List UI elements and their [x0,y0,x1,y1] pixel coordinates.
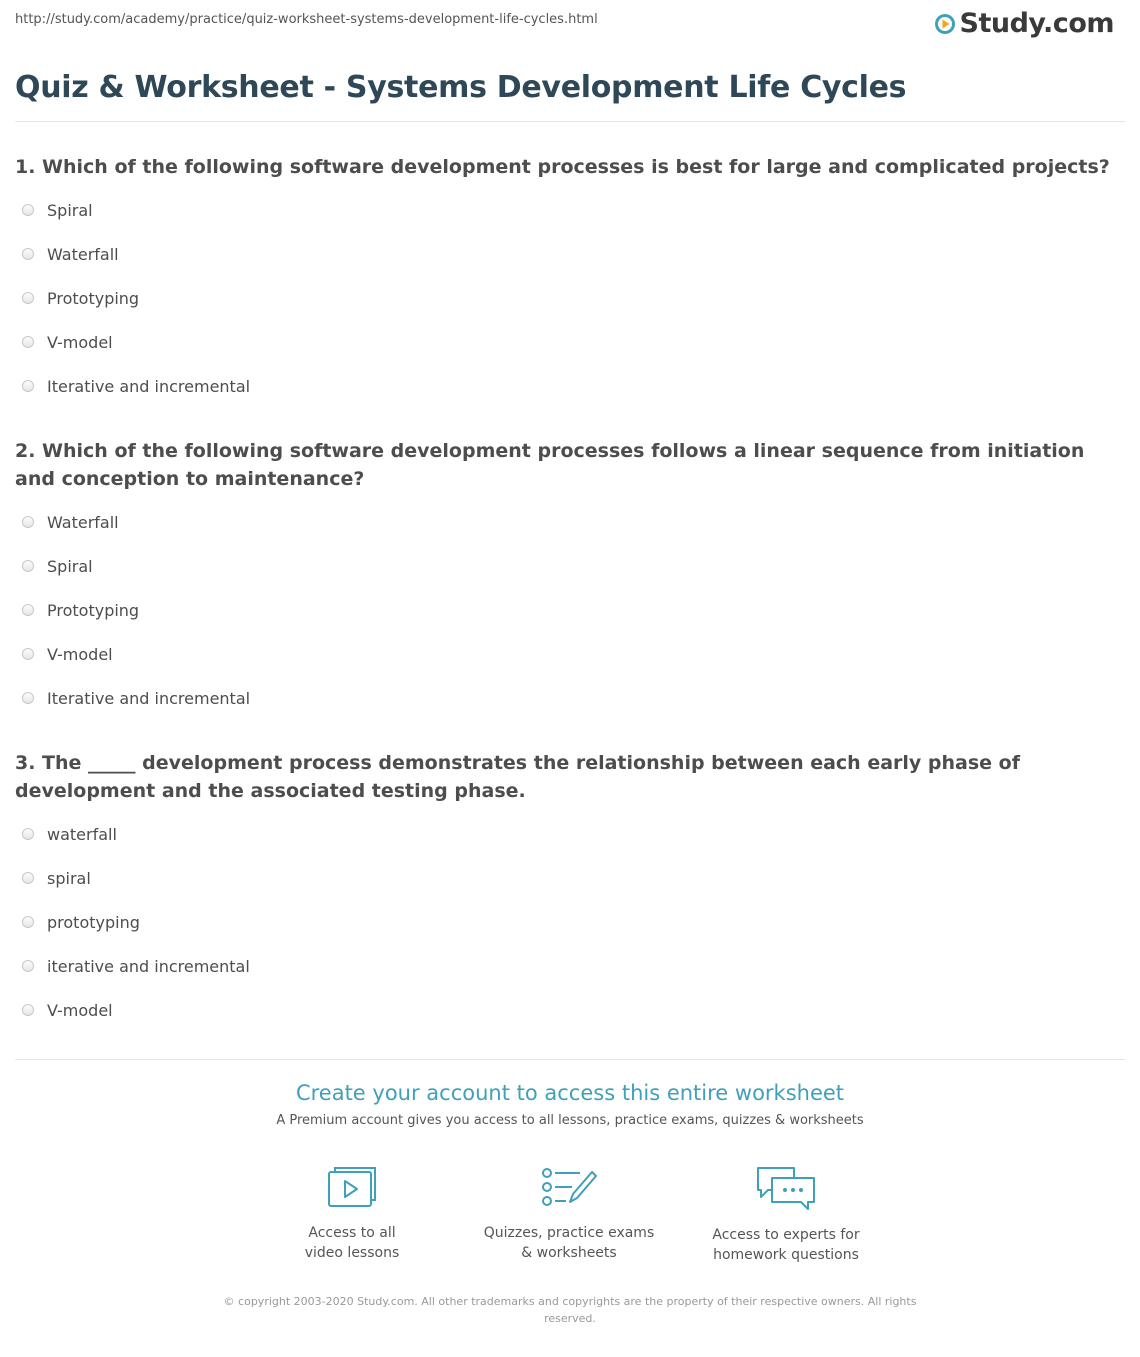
play-circle-icon [934,13,956,35]
answer-option[interactable] [22,188,250,232]
radio-icon[interactable] [22,1004,34,1016]
study-logo[interactable] [934,8,1114,39]
radio-icon[interactable] [22,292,34,304]
answer-label: Spiral [47,200,93,220]
answer-option[interactable] [22,232,250,276]
answer-label: Waterfall [47,244,119,264]
answer-option[interactable] [22,812,250,856]
feature-video-lessons [257,1164,447,1263]
feature-label [474,1223,664,1263]
answer-label: spiral [47,868,91,888]
page-url: http://study.com/academy/practice/quiz-worksheet-systems-development-life-cycles.html [15,12,598,27]
question-3-text: 3. The _____ development process demonstrates the relationship between each early phase of development and the associated testing phase. [15,752,1020,802]
radio-icon[interactable] [22,960,34,972]
radio-icon[interactable] [22,828,34,840]
radio-icon[interactable] [22,872,34,884]
question-1-text: 1. Which of the following software development processes is best for large and complicated projects? [15,156,1110,178]
create-account-link[interactable]: Create your account to access this entire worksheet [295,1081,845,1105]
premium-description: A Premium account gives you access to all lessons, practice exams, quizzes & worksheets [276,1113,864,1128]
feature-label-line: & worksheets [521,1245,617,1261]
radio-icon[interactable] [22,560,34,572]
answer-option[interactable] [22,500,250,544]
feature-label-line: homework questions [713,1247,859,1263]
question-3-options [22,812,250,1032]
feature-label [257,1223,447,1263]
answer-option[interactable] [22,676,250,720]
answer-label: prototyping [47,912,140,932]
answer-label: Prototyping [47,600,140,620]
feature-label [691,1225,881,1265]
title-divider [15,121,1125,122]
radio-icon[interactable] [22,204,34,216]
feature-label-line: Access to experts for [712,1227,860,1243]
radio-icon[interactable] [22,248,34,260]
quiz-checklist-icon [540,1164,598,1210]
video-lesson-icon [326,1164,378,1210]
answer-option[interactable] [22,320,250,364]
feature-quizzes [474,1164,664,1263]
question-2-text: 2. Which of the following software development processes follows a linear sequence from initiation and conception to maintenance? [15,440,1085,490]
answer-label: Waterfall [47,512,119,532]
answer-label: Spiral [47,556,93,576]
answer-option[interactable] [22,944,250,988]
radio-icon[interactable] [22,916,34,928]
answer-option[interactable] [22,900,250,944]
feature-label-line: Access to all [308,1225,396,1241]
chat-bubbles-icon [754,1164,818,1212]
question-2-options [22,500,250,720]
answer-option[interactable] [22,276,250,320]
answer-label: iterative and incremental [47,956,250,976]
answer-label: waterfall [47,824,117,844]
radio-icon[interactable] [22,648,34,660]
radio-icon[interactable] [22,604,34,616]
answer-option[interactable] [22,856,250,900]
answer-label: V-model [47,644,113,664]
cta-divider [15,1059,1125,1060]
radio-icon[interactable] [22,380,34,392]
logo-text: Study.com [959,8,1114,39]
radio-icon[interactable] [22,336,34,348]
radio-icon[interactable] [22,516,34,528]
feature-label-line: video lessons [304,1245,400,1261]
feature-label-line: Quizzes, practice exams [483,1225,655,1241]
radio-icon[interactable] [22,692,34,704]
copyright-text: © copyright 2003-2020 Study.com. All other trademarks and copyrights are the property of their respective owners. All rights reserved. [223,1295,917,1325]
answer-label: Iterative and incremental [47,688,251,708]
answer-label: V-model [47,332,113,352]
answer-label: Prototyping [47,288,140,308]
answer-option[interactable] [22,544,250,588]
page-title: Quiz & Worksheet - Systems Development Life Cycles [15,70,907,105]
answer-label: V-model [47,1000,113,1020]
answer-option[interactable] [22,632,250,676]
feature-experts [691,1164,881,1265]
answer-label: Iterative and incremental [47,376,251,396]
question-1-options [22,188,250,408]
answer-option[interactable] [22,588,250,632]
answer-option[interactable] [22,988,250,1032]
answer-option[interactable] [22,364,250,408]
